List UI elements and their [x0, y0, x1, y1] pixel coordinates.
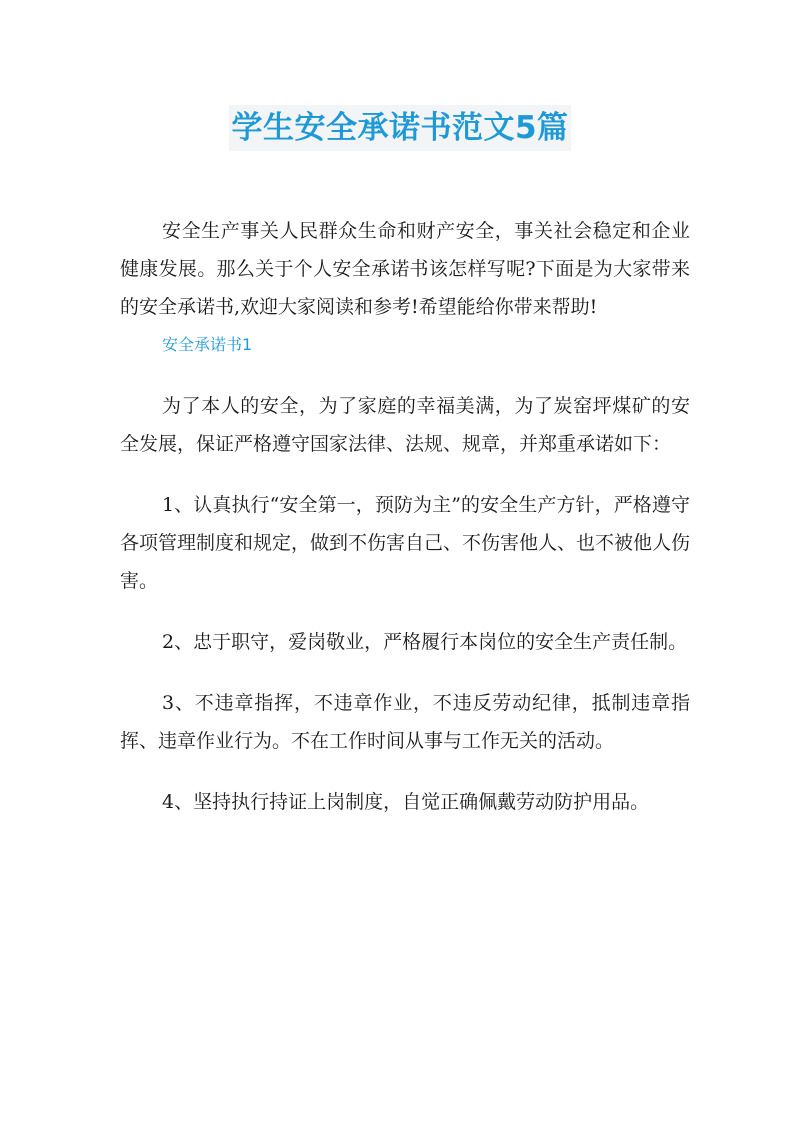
- document-body: [120, 212, 690, 821]
- page-title: 学生安全承诺书范文5篇: [229, 105, 570, 151]
- list-item: 1、认真执行“安全第一，预防为主”的安全生产方针，严格遵守各项管理制度和规定，做到不伤害自己、不伤害他人、也不被他人伤害。: [120, 494, 691, 592]
- section-heading: 安全承诺书1: [162, 335, 253, 354]
- list-item: 4、坚持执行持证上岗制度，自觉正确佩戴劳动防护用品。: [162, 791, 650, 813]
- section-intro-paragraph: 为了本人的安全，为了家庭的幸福美满，为了炭窑坪煤矿的安全发展，保证严格遵守国家法律、法规、规章，并郑重承诺如下：: [120, 395, 690, 455]
- list-item: 3、不违章指挥，不违章作业，不违反劳动纪律，抵制违章指挥、违章作业行为。不在工作时间从事与工作无关的活动。: [120, 692, 690, 752]
- intro-paragraph: 安全生产事关人民群众生命和财产安全，事关社会稳定和企业健康发展。那么关于个人安全承诺书该怎样写呢?下面是为大家带来的安全承诺书,欢迎大家阅读和参考!希望能给你带来帮助!: [120, 220, 690, 318]
- list-item: 2、忠于职守，爱岗敬业，严格履行本岗位的安全生产责任制。: [162, 631, 688, 653]
- title-block: [0, 105, 800, 151]
